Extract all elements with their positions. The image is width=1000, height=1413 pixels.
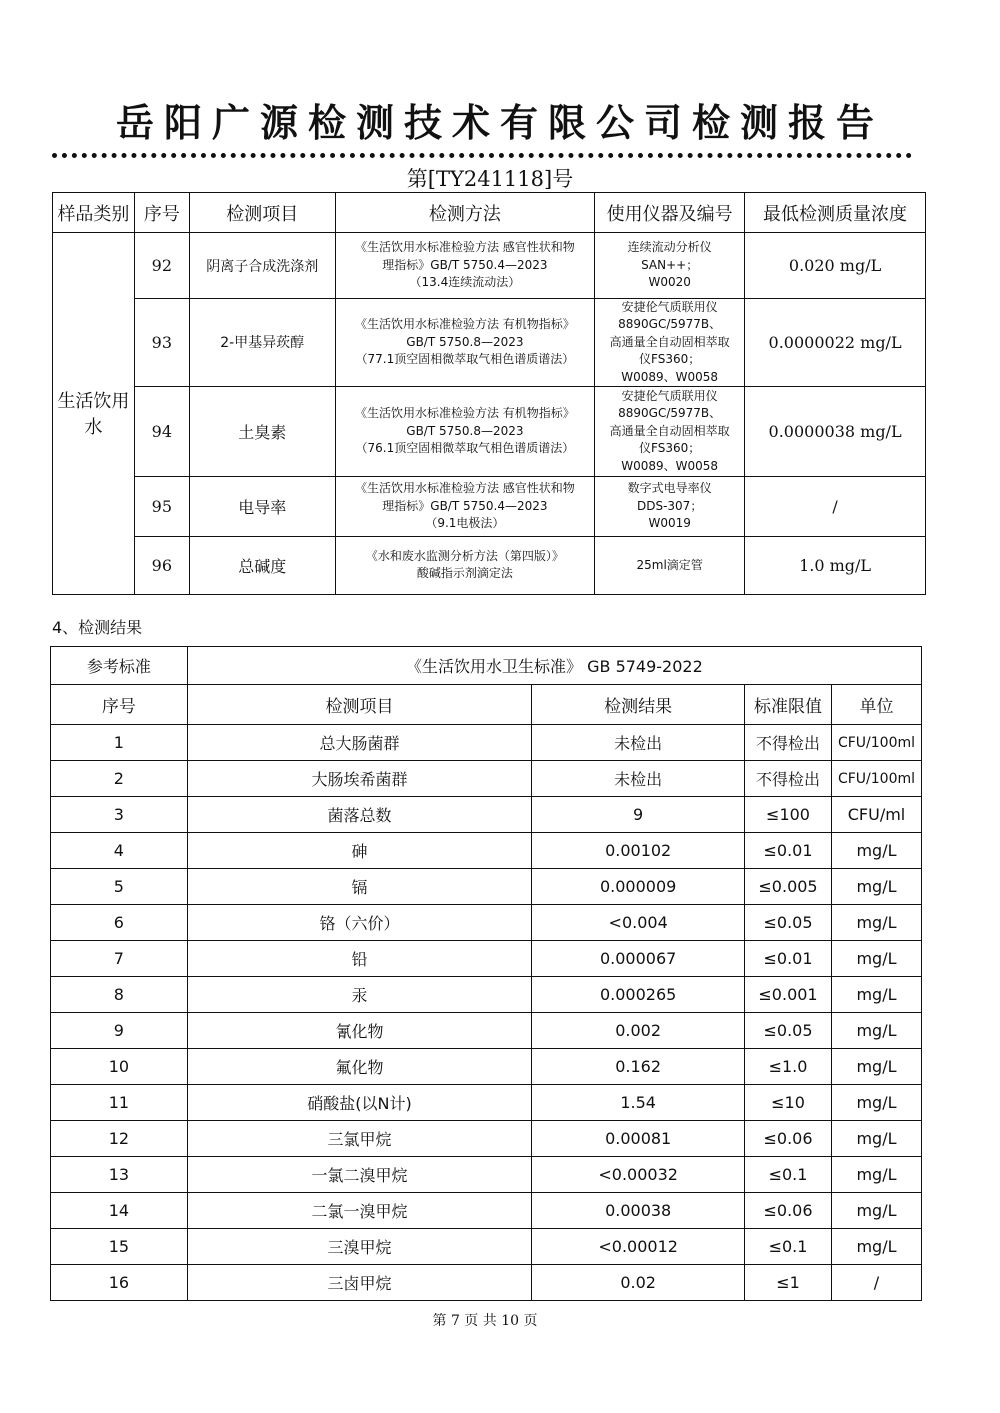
result-number: 11 <box>51 1085 188 1121</box>
result-limit: ≤0.01 <box>745 941 832 977</box>
result-row <box>51 1157 922 1193</box>
result-value: 0.00102 <box>532 833 745 869</box>
result-limit: ≤1 <box>745 1265 832 1301</box>
detection-limit: 0.0000038 mg/L <box>745 386 926 476</box>
results-header-cell: 单位 <box>831 685 921 725</box>
result-limit: ≤0.1 <box>745 1157 832 1193</box>
result-unit: mg/L <box>831 1121 921 1157</box>
instrument-line: 仪FS360； <box>639 441 701 456</box>
test-method-line: 《生活饮用水标准检验方法 有机物指标》 <box>354 406 575 421</box>
result-item: 三氯甲烷 <box>187 1121 531 1157</box>
result-number: 15 <box>51 1229 188 1265</box>
result-item: 砷 <box>187 833 531 869</box>
result-limit: ≤0.005 <box>745 869 832 905</box>
method-table-header-cell: 序号 <box>134 193 189 233</box>
instrument-line: 安捷伦气质联用仪 <box>621 300 718 314</box>
reference-standard: 《生活饮用水卫生标准》 GB 5749-2022 <box>187 647 921 685</box>
result-value: <0.004 <box>532 905 745 941</box>
test-method-line: GB/T 5750.8—2023 <box>406 423 524 438</box>
result-item: 一氯二溴甲烷 <box>187 1157 531 1193</box>
result-item: 菌落总数 <box>187 797 531 833</box>
method-table-header-cell: 最低检测质量浓度 <box>745 193 926 233</box>
result-number: 4 <box>51 833 188 869</box>
result-number: 7 <box>51 941 188 977</box>
method-table-row <box>53 233 926 299</box>
result-limit: ≤0.001 <box>745 977 832 1013</box>
method-table <box>52 192 926 595</box>
instrument-line: 8890GC/5977B、 <box>618 406 722 421</box>
result-item: 氰化物 <box>187 1013 531 1049</box>
method-table-header-row <box>53 193 926 233</box>
result-row <box>51 797 922 833</box>
result-value: 0.00038 <box>532 1193 745 1229</box>
instrument-line: 仪FS360； <box>639 352 701 367</box>
result-limit: ≤100 <box>745 797 832 833</box>
result-limit: ≤0.01 <box>745 833 832 869</box>
method-table-row <box>53 299 926 387</box>
result-value: 9 <box>532 797 745 833</box>
method-table-header-cell: 检测项目 <box>189 193 335 233</box>
result-value: 未检出 <box>532 761 745 797</box>
detection-limit: / <box>745 476 926 536</box>
result-number: 3 <box>51 797 188 833</box>
result-row <box>51 869 922 905</box>
result-unit: mg/L <box>831 869 921 905</box>
detection-limit: 1.0 mg/L <box>745 536 926 594</box>
detection-limit: 0.020 mg/L <box>745 233 926 299</box>
result-unit: mg/L <box>831 1193 921 1229</box>
result-limit: ≤1.0 <box>745 1049 832 1085</box>
result-unit: mg/L <box>831 1085 921 1121</box>
test-item: 总碱度 <box>189 536 335 594</box>
report-title: 岳阳广源检测技术有限公司检测报告 <box>115 101 884 145</box>
result-number: 16 <box>51 1265 188 1301</box>
result-number: 5 <box>51 869 188 905</box>
result-number: 2 <box>51 761 188 797</box>
test-item: 2-甲基异莰醇 <box>189 299 335 387</box>
result-value: <0.00032 <box>532 1157 745 1193</box>
test-method-line: （77.1顶空固相微萃取气相色谱质谱法） <box>355 352 575 367</box>
result-item: 大肠埃希菌群 <box>187 761 531 797</box>
method-table-row <box>53 476 926 536</box>
result-row <box>51 1229 922 1265</box>
result-unit: mg/L <box>831 1229 921 1265</box>
test-method-line: （13.4连续流动法） <box>409 275 521 290</box>
result-unit: mg/L <box>831 941 921 977</box>
result-value: 0.02 <box>532 1265 745 1301</box>
results-header-row <box>51 685 922 725</box>
result-item: 汞 <box>187 977 531 1013</box>
result-limit: 不得检出 <box>745 725 832 761</box>
result-value: 0.002 <box>532 1013 745 1049</box>
result-limit: ≤0.05 <box>745 1013 832 1049</box>
test-method-line: 《生活饮用水标准检验方法 有机物指标》 <box>354 317 575 332</box>
instrument-line: 连续流动分析仪 <box>627 240 712 255</box>
result-number: 1 <box>51 725 188 761</box>
result-item: 铬（六价） <box>187 905 531 941</box>
item-number: 92 <box>134 233 189 299</box>
result-unit: mg/L <box>831 977 921 1013</box>
result-item: 二氯一溴甲烷 <box>187 1193 531 1229</box>
result-row <box>51 1085 922 1121</box>
result-limit: ≤0.06 <box>745 1193 832 1229</box>
results-header-cell: 检测结果 <box>532 685 745 725</box>
result-value: <0.00012 <box>532 1229 745 1265</box>
method-table-header-cell: 检测方法 <box>335 193 595 233</box>
test-method-line: 酸碱指示剂滴定法 <box>416 566 513 581</box>
page-footer: 第 7 页 共 10 页 <box>432 1313 538 1329</box>
instrument-line: 高通量全自动固相萃取 <box>609 423 730 438</box>
reference-row <box>51 647 922 685</box>
result-limit: ≤0.06 <box>745 1121 832 1157</box>
method-table-row <box>53 386 926 476</box>
result-limit: 不得检出 <box>745 761 832 797</box>
result-unit: CFU/100ml <box>831 761 921 797</box>
results-table <box>50 646 922 1301</box>
result-row <box>51 905 922 941</box>
result-row <box>51 1193 922 1229</box>
test-method <box>335 536 595 594</box>
instrument-line: W0089、W0058 <box>621 369 719 384</box>
method-table-row <box>53 536 926 594</box>
result-value: 0.000265 <box>532 977 745 1013</box>
test-method-line: 理指标》GB/T 5750.4—2023 <box>382 498 548 513</box>
instrument <box>595 299 745 387</box>
section-title: 4、检测结果 <box>52 618 143 637</box>
instrument-line: 数字式电导率仪 <box>627 481 712 496</box>
test-method-line: GB/T 5750.8—2023 <box>406 334 524 349</box>
instrument-line: W0019 <box>648 516 691 531</box>
result-row <box>51 1121 922 1157</box>
result-item: 镉 <box>187 869 531 905</box>
results-header-cell: 标准限值 <box>745 685 832 725</box>
result-item: 三溴甲烷 <box>187 1229 531 1265</box>
result-row <box>51 1265 922 1301</box>
result-value: 0.00081 <box>532 1121 745 1157</box>
test-method-line: （9.1电极法） <box>425 516 505 531</box>
dotted-divider <box>52 153 912 158</box>
instrument-line: DDS-307； <box>636 498 703 513</box>
sample-category-cell: 生活饮用水 <box>53 233 135 595</box>
result-row <box>51 1013 922 1049</box>
result-item: 硝酸盐(以N计) <box>187 1085 531 1121</box>
result-row <box>51 941 922 977</box>
instrument-line: 25ml滴定管 <box>636 557 703 572</box>
instrument <box>595 476 745 536</box>
detection-limit: 0.0000022 mg/L <box>745 299 926 387</box>
result-limit: ≤10 <box>745 1085 832 1121</box>
result-value: 0.162 <box>532 1049 745 1085</box>
instrument-line: W0089、W0058 <box>621 458 719 473</box>
result-item: 氟化物 <box>187 1049 531 1085</box>
result-item: 铅 <box>187 941 531 977</box>
item-number: 93 <box>134 299 189 387</box>
test-method <box>335 299 595 387</box>
result-row <box>51 1049 922 1085</box>
method-table-header-cell: 使用仪器及编号 <box>595 193 745 233</box>
result-value: 0.000009 <box>532 869 745 905</box>
report-number: 第[TY241118]号 <box>406 167 574 191</box>
result-row <box>51 977 922 1013</box>
test-method-line: 《水和废水监测分析方法（第四版）》 <box>365 549 564 564</box>
result-item: 总大肠菌群 <box>187 725 531 761</box>
result-value: 1.54 <box>532 1085 745 1121</box>
test-method <box>335 233 595 299</box>
instrument <box>595 233 745 299</box>
reference-label: 参考标准 <box>51 647 188 685</box>
result-number: 6 <box>51 905 188 941</box>
result-number: 12 <box>51 1121 188 1157</box>
result-value: 0.000067 <box>532 941 745 977</box>
test-method-line: 《生活饮用水标准检验方法 感官性状和物 <box>354 481 575 496</box>
result-unit: mg/L <box>831 1013 921 1049</box>
test-item: 阴离子合成洗涤剂 <box>189 233 335 299</box>
test-method <box>335 476 595 536</box>
result-number: 14 <box>51 1193 188 1229</box>
result-limit: ≤0.1 <box>745 1229 832 1265</box>
instrument-line: SAN++； <box>641 257 699 272</box>
item-number: 96 <box>134 536 189 594</box>
result-number: 9 <box>51 1013 188 1049</box>
test-method-line: （76.1顶空固相微萃取气相色谱质谱法） <box>355 441 575 456</box>
instrument <box>595 386 745 476</box>
test-item: 土臭素 <box>189 386 335 476</box>
result-number: 13 <box>51 1157 188 1193</box>
result-number: 10 <box>51 1049 188 1085</box>
result-unit: mg/L <box>831 905 921 941</box>
instrument-line: 高通量全自动固相萃取 <box>609 334 730 349</box>
instrument-line: 8890GC/5977B、 <box>618 317 722 332</box>
test-method-line: 理指标》GB/T 5750.4—2023 <box>382 257 548 272</box>
result-row <box>51 725 922 761</box>
method-table-header-cell: 样品类别 <box>53 193 135 233</box>
result-number: 8 <box>51 977 188 1013</box>
result-limit: ≤0.05 <box>745 905 832 941</box>
item-number: 95 <box>134 476 189 536</box>
result-unit: mg/L <box>831 1157 921 1193</box>
instrument-line: 安捷伦气质联用仪 <box>621 388 718 403</box>
test-item: 电导率 <box>189 476 335 536</box>
item-number: 94 <box>134 386 189 476</box>
result-unit: CFU/100ml <box>831 725 921 761</box>
result-row <box>51 761 922 797</box>
result-row <box>51 833 922 869</box>
test-method <box>335 386 595 476</box>
instrument <box>595 536 745 594</box>
result-unit: / <box>831 1265 921 1301</box>
result-unit: CFU/ml <box>831 797 921 833</box>
test-method-line: 《生活饮用水标准检验方法 感官性状和物 <box>354 240 575 255</box>
results-header-cell: 序号 <box>51 685 188 725</box>
result-item: 三卤甲烷 <box>187 1265 531 1301</box>
results-header-cell: 检测项目 <box>187 685 531 725</box>
result-unit: mg/L <box>831 833 921 869</box>
result-value: 未检出 <box>532 725 745 761</box>
result-unit: mg/L <box>831 1049 921 1085</box>
instrument-line: W0020 <box>648 275 691 290</box>
